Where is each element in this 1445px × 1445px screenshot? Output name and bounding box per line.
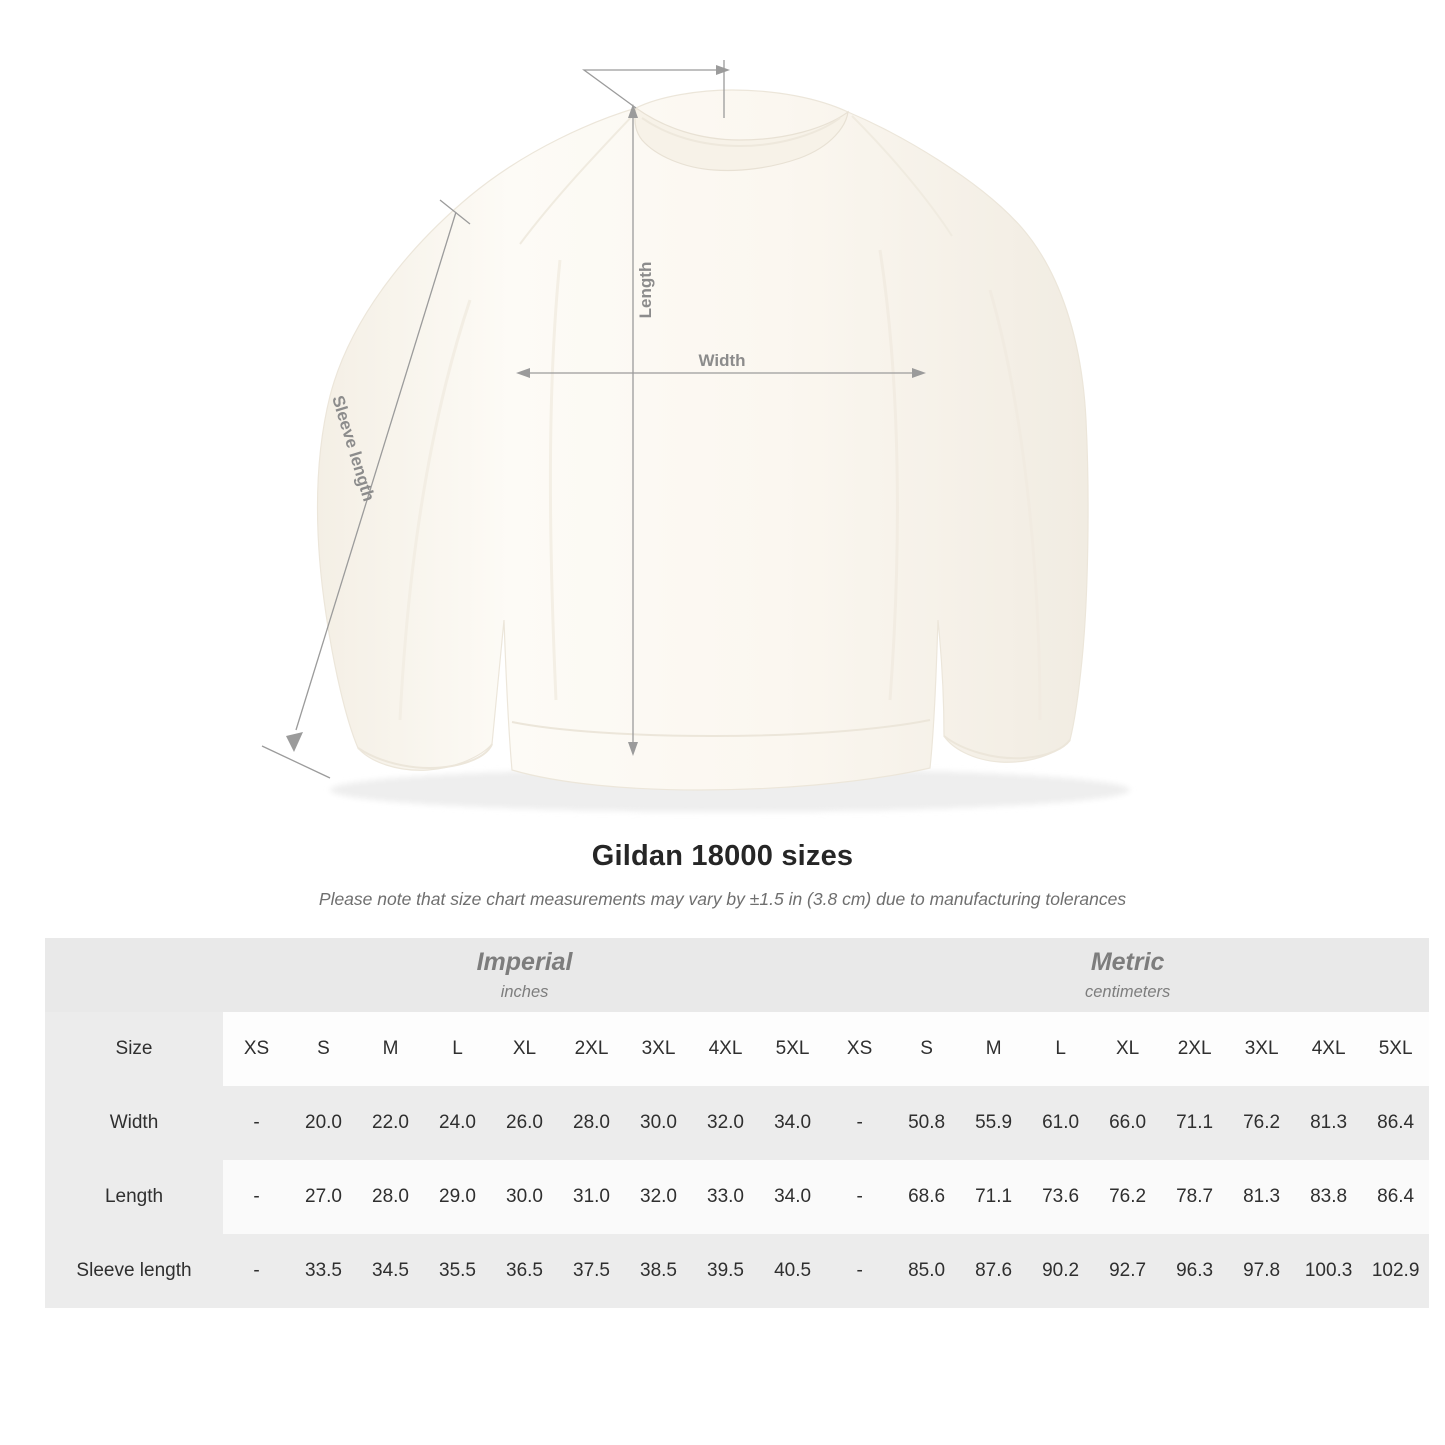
metric-label: Metric bbox=[1090, 948, 1165, 977]
size-imp-4: XL bbox=[491, 1012, 558, 1086]
tolerance-note: Please note that size chart measurements may vary by ±1.5 in (3.8 cm) due to manufacturing tolerances bbox=[318, 889, 1127, 909]
size-met-0: XS bbox=[826, 1012, 893, 1086]
length-met-4: 76.2 bbox=[1094, 1160, 1161, 1234]
sleeve-met-0: - bbox=[826, 1234, 893, 1308]
sleeve-met-8: 102.9 bbox=[1362, 1234, 1429, 1308]
table-row bbox=[45, 1160, 1429, 1234]
sleeve-met-1: 85.0 bbox=[893, 1234, 960, 1308]
size-header-row bbox=[45, 1012, 1429, 1086]
size-met-7: 4XL bbox=[1295, 1012, 1362, 1086]
width-imp-4: 26.0 bbox=[491, 1086, 558, 1160]
width-met-5: 71.1 bbox=[1161, 1086, 1228, 1160]
width-imp-5: 28.0 bbox=[558, 1086, 625, 1160]
width-met-8: 86.4 bbox=[1362, 1086, 1429, 1160]
width-met-3: 61.0 bbox=[1027, 1086, 1094, 1160]
length-met-0: - bbox=[826, 1160, 893, 1234]
length-imp-7: 33.0 bbox=[692, 1160, 759, 1234]
row-label-sleeve-length: Sleeve length bbox=[45, 1234, 223, 1308]
length-imp-4: 30.0 bbox=[491, 1160, 558, 1234]
units-corner-cell bbox=[45, 938, 223, 1012]
width-met-4: 66.0 bbox=[1094, 1086, 1161, 1160]
size-imp-2: M bbox=[357, 1012, 424, 1086]
size-imp-3: L bbox=[424, 1012, 491, 1086]
length-met-8: 86.4 bbox=[1362, 1160, 1429, 1234]
sleeve-imp-7: 39.5 bbox=[692, 1234, 759, 1308]
metric-sublabel: centimeters bbox=[1085, 982, 1171, 1001]
size-imp-0: XS bbox=[223, 1012, 290, 1086]
size-imp-6: 3XL bbox=[625, 1012, 692, 1086]
units-header-row bbox=[45, 938, 1429, 1012]
length-met-5: 78.7 bbox=[1161, 1160, 1228, 1234]
sleeve-met-6: 97.8 bbox=[1228, 1234, 1295, 1308]
sleeve-imp-8: 40.5 bbox=[759, 1234, 826, 1308]
size-met-1: S bbox=[893, 1012, 960, 1086]
title-block bbox=[0, 840, 1445, 910]
width-met-6: 76.2 bbox=[1228, 1086, 1295, 1160]
length-imp-2: 28.0 bbox=[357, 1160, 424, 1234]
length-imp-5: 31.0 bbox=[558, 1160, 625, 1234]
size-imp-1: S bbox=[290, 1012, 357, 1086]
sleeve-met-5: 96.3 bbox=[1161, 1234, 1228, 1308]
sleeve-imp-5: 37.5 bbox=[558, 1234, 625, 1308]
length-met-6: 81.3 bbox=[1228, 1160, 1295, 1234]
size-met-4: XL bbox=[1094, 1012, 1161, 1086]
table-row bbox=[45, 1086, 1429, 1160]
imperial-sublabel: inches bbox=[500, 982, 549, 1001]
width-met-2: 55.9 bbox=[960, 1086, 1027, 1160]
length-met-7: 83.8 bbox=[1295, 1160, 1362, 1234]
size-chart-table-wrapper bbox=[45, 938, 1420, 1308]
size-met-8: 5XL bbox=[1362, 1012, 1429, 1086]
metric-header-cell bbox=[826, 938, 1429, 1012]
width-met-7: 81.3 bbox=[1295, 1086, 1362, 1160]
size-chart-table bbox=[45, 938, 1429, 1308]
length-imp-8: 34.0 bbox=[759, 1160, 826, 1234]
sleeve-imp-3: 35.5 bbox=[424, 1234, 491, 1308]
sleeve-met-7: 100.3 bbox=[1295, 1234, 1362, 1308]
width-imp-0: - bbox=[223, 1086, 290, 1160]
length-met-3: 73.6 bbox=[1027, 1160, 1094, 1234]
sleeve-imp-0: - bbox=[223, 1234, 290, 1308]
imperial-label: Imperial bbox=[476, 948, 573, 977]
row-label-length: Length bbox=[45, 1160, 223, 1234]
label-sleeve-length: Sleeve length bbox=[328, 393, 379, 504]
size-met-2: M bbox=[960, 1012, 1027, 1086]
sleeve-met-2: 87.6 bbox=[960, 1234, 1027, 1308]
row-label-width: Width bbox=[45, 1086, 223, 1160]
sweatshirt-shape bbox=[318, 90, 1089, 790]
sleeve-imp-2: 34.5 bbox=[357, 1234, 424, 1308]
sleeve-imp-6: 38.5 bbox=[625, 1234, 692, 1308]
sleeve-imp-1: 33.5 bbox=[290, 1234, 357, 1308]
size-imp-5: 2XL bbox=[558, 1012, 625, 1086]
width-imp-6: 30.0 bbox=[625, 1086, 692, 1160]
width-imp-8: 34.0 bbox=[759, 1086, 826, 1160]
length-met-1: 68.6 bbox=[893, 1160, 960, 1234]
label-length: Length bbox=[636, 261, 655, 319]
table-row bbox=[45, 1234, 1429, 1308]
width-met-1: 50.8 bbox=[893, 1086, 960, 1160]
size-imp-8: 5XL bbox=[759, 1012, 826, 1086]
length-imp-3: 29.0 bbox=[424, 1160, 491, 1234]
size-met-5: 2XL bbox=[1161, 1012, 1228, 1086]
length-imp-6: 32.0 bbox=[625, 1160, 692, 1234]
sleeve-met-3: 90.2 bbox=[1027, 1234, 1094, 1308]
length-imp-0: - bbox=[223, 1160, 290, 1234]
width-imp-7: 32.0 bbox=[692, 1086, 759, 1160]
width-met-0: - bbox=[826, 1086, 893, 1160]
page-title: Gildan 18000 sizes bbox=[591, 840, 854, 872]
length-imp-1: 27.0 bbox=[290, 1160, 357, 1234]
size-met-3: L bbox=[1027, 1012, 1094, 1086]
size-met-6: 3XL bbox=[1228, 1012, 1295, 1086]
width-imp-3: 24.0 bbox=[424, 1086, 491, 1160]
imperial-header-cell bbox=[223, 938, 826, 1012]
sleeve-met-4: 92.7 bbox=[1094, 1234, 1161, 1308]
label-width: Width bbox=[698, 351, 746, 370]
size-imp-7: 4XL bbox=[692, 1012, 759, 1086]
length-met-2: 71.1 bbox=[960, 1160, 1027, 1234]
width-imp-1: 20.0 bbox=[290, 1086, 357, 1160]
sleeve-imp-4: 36.5 bbox=[491, 1234, 558, 1308]
width-imp-2: 22.0 bbox=[357, 1086, 424, 1160]
size-row-header: Size bbox=[45, 1012, 223, 1086]
